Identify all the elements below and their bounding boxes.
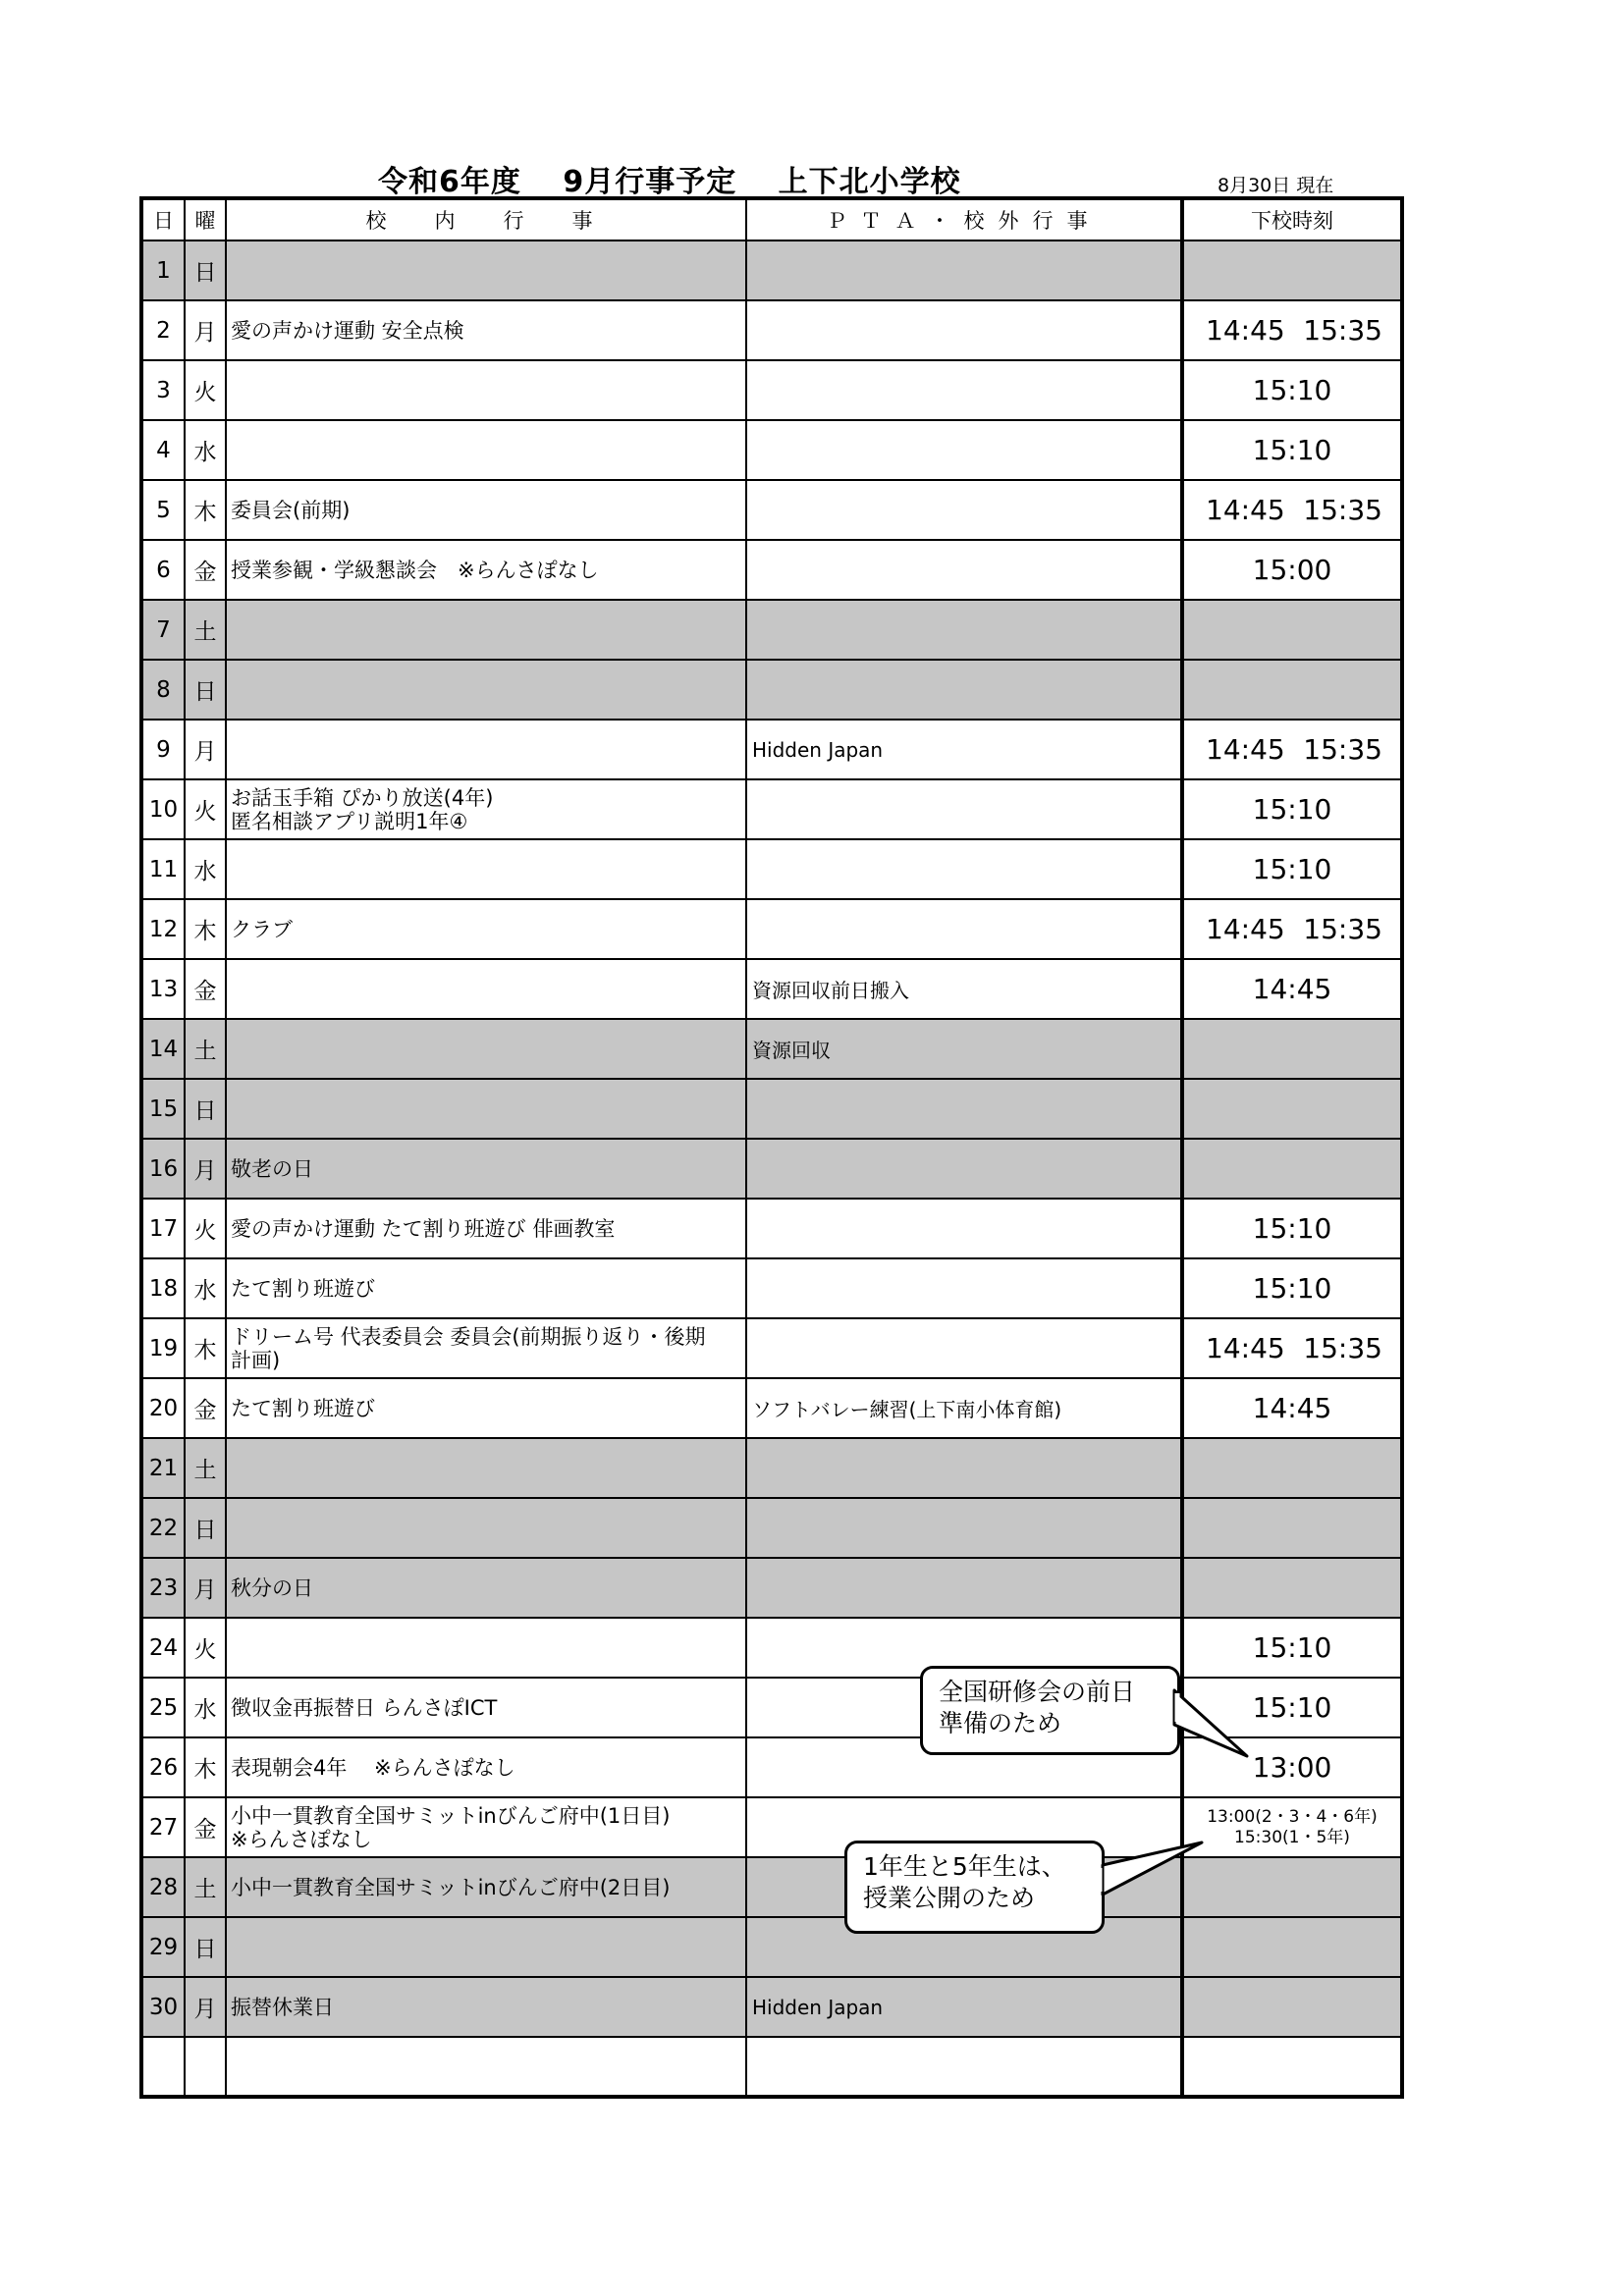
pta-event-cell: [746, 1438, 1182, 1498]
school-event-cell: [226, 1737, 746, 1797]
dismissal-time-text: 15:35: [1303, 913, 1382, 945]
day-cell: 1: [141, 240, 185, 300]
dismissal-time-cell: [1182, 1737, 1402, 1797]
table-row: [141, 1498, 1402, 1558]
day-cell: 13: [141, 959, 185, 1019]
pta-event-cell: [746, 1139, 1182, 1199]
school-event-cell: [226, 1917, 746, 1977]
pta-event-cell: 資源回収: [746, 1019, 1182, 1079]
day-cell: 21: [141, 1438, 185, 1498]
pta-event-cell: [746, 1199, 1182, 1258]
dismissal-time-text: 13:00: [1252, 1751, 1332, 1784]
dismissal-time-text: 15:10: [1252, 1272, 1332, 1305]
weekday-cell: 水: [185, 1258, 226, 1318]
weekday-cell: 月: [185, 720, 226, 779]
dismissal-time-text: 15:10: [1252, 1631, 1332, 1664]
school-event-cell: [226, 1378, 746, 1438]
school-event-text: 委員会(前期): [231, 498, 351, 522]
school-event-cell: [226, 1618, 746, 1678]
pta-event-cell: [746, 300, 1182, 360]
dismissal-time-cell: [1182, 1438, 1402, 1498]
table-row: [141, 300, 1402, 360]
day-cell: 14: [141, 1019, 185, 1079]
weekday-cell: 木: [185, 1318, 226, 1378]
school-event-text: 愛の声かけ運動 安全点検: [231, 318, 464, 343]
weekday-cell: 日: [185, 1079, 226, 1139]
table-row: [141, 1917, 1402, 1977]
school-event-cell: [226, 779, 746, 839]
school-event-cell: [226, 959, 746, 1019]
pta-event-cell: [746, 480, 1182, 540]
dismissal-time-cell: [1182, 720, 1402, 779]
col-header-pta-events: ＰＴＡ・校外行事: [746, 198, 1182, 240]
dismissal-time-cell: [1182, 540, 1402, 600]
school-event-text: 小中一貫教育全国サミットinびんご府中(2日目): [231, 1875, 671, 1899]
school-event-text: たて割り班遊び: [231, 1396, 375, 1420]
day-cell: 25: [141, 1678, 185, 1737]
dismissal-time-cell: [1182, 1797, 1402, 1857]
pta-event-cell: [746, 420, 1182, 480]
day-cell: 26: [141, 1737, 185, 1797]
table-row: [141, 1019, 1402, 1079]
dismissal-time-cell: [1182, 2037, 1402, 2097]
school-event-text: 計画): [231, 1348, 281, 1372]
day-cell: 7: [141, 600, 185, 660]
table-row: [141, 959, 1402, 1019]
dismissal-time-cell: [1182, 300, 1402, 360]
weekday-cell: 月: [185, 1977, 226, 2037]
school-event-cell: [226, 1079, 746, 1139]
dismissal-time-cell: [1182, 1318, 1402, 1378]
schedule-table: [139, 196, 1404, 2099]
day-cell: 16: [141, 1139, 185, 1199]
weekday-cell: 火: [185, 779, 226, 839]
dismissal-time-cell: [1182, 240, 1402, 300]
dismissal-time-text: 15:30(1・5年): [1234, 1827, 1350, 1847]
dismissal-time-cell: [1182, 959, 1402, 1019]
table-row: [141, 720, 1402, 779]
day-cell: 20: [141, 1378, 185, 1438]
dismissal-time-text: 15:10: [1252, 1212, 1332, 1245]
table-row: [141, 420, 1402, 480]
dismissal-time-text: 14:45: [1206, 913, 1285, 945]
day-cell: 11: [141, 839, 185, 899]
day-cell: 29: [141, 1917, 185, 1977]
school-event-text: ドリーム号 代表委員会 委員会(前期振り返り・後期: [231, 1324, 706, 1349]
dismissal-time-cell: [1182, 1977, 1402, 2037]
pta-event-cell: [746, 660, 1182, 720]
table-row: [141, 1258, 1402, 1318]
dismissal-time-text: 15:10: [1252, 1691, 1332, 1724]
dismissal-time-text: 14:45: [1206, 494, 1285, 526]
school-event-text: たて割り班遊び: [231, 1276, 375, 1301]
pta-event-cell: [746, 360, 1182, 420]
day-cell: 4: [141, 420, 185, 480]
weekday-cell: 日: [185, 240, 226, 300]
dismissal-time-cell: [1182, 1378, 1402, 1438]
school-event-text: ※らんさぽなし: [231, 1827, 372, 1851]
dismissal-time-pair: [1184, 733, 1400, 766]
day-cell: 10: [141, 779, 185, 839]
school-event-cell: [226, 360, 746, 420]
dismissal-time-text: 15:35: [1303, 494, 1382, 526]
dismissal-time-cell: [1182, 779, 1402, 839]
table-row: [141, 1678, 1402, 1737]
pta-event-cell: [746, 240, 1182, 300]
dismissal-time-cell: [1182, 839, 1402, 899]
pta-event-cell: [746, 1258, 1182, 1318]
table-row: [141, 779, 1402, 839]
day-cell: 30: [141, 1977, 185, 2037]
col-header-school-events: 校 内 行 事: [226, 198, 746, 240]
dismissal-time-pair: [1184, 494, 1400, 526]
pta-event-cell: [746, 1079, 1182, 1139]
weekday-cell: 火: [185, 1618, 226, 1678]
school-event-cell: [226, 899, 746, 959]
dismissal-time-cell: [1182, 1258, 1402, 1318]
pta-event-cell: [746, 839, 1182, 899]
dismissal-time-pair: [1184, 1332, 1400, 1364]
dismissal-time-cell: [1182, 1498, 1402, 1558]
school-event-cell: [226, 1438, 746, 1498]
dismissal-time-text: 15:10: [1252, 853, 1332, 885]
pta-event-cell: Hidden Japan: [746, 1977, 1182, 2037]
table-row: [141, 1079, 1402, 1139]
school-event-text: 愛の声かけ運動 たて割り班遊び 俳画教室: [231, 1216, 616, 1241]
table-row: [141, 899, 1402, 959]
school-event-cell: [226, 1498, 746, 1558]
dismissal-time-cell: [1182, 899, 1402, 959]
pta-event-cell: [746, 1318, 1182, 1378]
pta-event-cell: ソフトバレー練習(上下南小体育館): [746, 1378, 1182, 1438]
school-event-cell: [226, 720, 746, 779]
school-event-text: 敬老の日: [231, 1156, 313, 1181]
dismissal-time-cell: [1182, 480, 1402, 540]
school-event-text: 小中一貫教育全国サミットinびんご府中(1日目): [231, 1803, 671, 1828]
pta-event-cell: [746, 600, 1182, 660]
school-event-cell: [226, 1258, 746, 1318]
school-event-cell: [226, 540, 746, 600]
weekday-cell: 水: [185, 1678, 226, 1737]
day-cell: 28: [141, 1857, 185, 1917]
school-event-text: お話玉手箱 ぴかり放送(4年): [231, 785, 494, 810]
weekday-cell: 木: [185, 1737, 226, 1797]
weekday-cell: [185, 2037, 226, 2097]
dismissal-time-cell: [1182, 1199, 1402, 1258]
dismissal-time-text: 13:00(2・3・4・6年): [1207, 1806, 1378, 1827]
dismissal-time-cell: [1182, 1558, 1402, 1618]
school-event-text: クラブ: [231, 917, 293, 941]
school-event-cell: [226, 1318, 746, 1378]
table-row: [141, 839, 1402, 899]
school-event-cell: [226, 839, 746, 899]
table-row: [141, 1438, 1402, 1498]
pta-event-cell: [746, 899, 1182, 959]
day-cell: 15: [141, 1079, 185, 1139]
dismissal-time-cell: [1182, 1139, 1402, 1199]
day-cell: 18: [141, 1258, 185, 1318]
school-event-text: 表現朝会4年 ※らんさぽなし: [231, 1755, 515, 1780]
weekday-cell: 火: [185, 1199, 226, 1258]
callout-prep-day: [920, 1666, 1180, 1755]
dismissal-time-cell: [1182, 1857, 1402, 1917]
weekday-cell: 木: [185, 480, 226, 540]
dismissal-time-cell: [1182, 1678, 1402, 1737]
weekday-cell: 日: [185, 1917, 226, 1977]
weekday-cell: 土: [185, 1857, 226, 1917]
day-cell: 6: [141, 540, 185, 600]
weekday-cell: 土: [185, 600, 226, 660]
school-event-text: 徴収金再振替日 らんさぽICT: [231, 1695, 498, 1720]
table-row: [141, 1139, 1402, 1199]
col-header-weekday: 曜: [185, 198, 226, 240]
table-row: [141, 1318, 1402, 1378]
weekday-cell: 水: [185, 420, 226, 480]
dismissal-time-text: 15:00: [1252, 554, 1332, 586]
pta-event-cell: Hidden Japan: [746, 720, 1182, 779]
weekday-cell: 木: [185, 899, 226, 959]
col-header-dismissal: 下校時刻: [1182, 198, 1402, 240]
school-event-text: 匿名相談アプリ説明1年④: [231, 809, 468, 833]
dismissal-time-text: 14:45: [1206, 1332, 1285, 1364]
school-event-cell: [226, 1797, 746, 1857]
dismissal-time-cell: [1182, 600, 1402, 660]
school-event-text: 授業参観・学級懇談会 ※らんさぽなし: [231, 558, 599, 582]
dismissal-time-text: 14:45: [1252, 973, 1332, 1005]
callout-line: 全国研修会の前日: [939, 1678, 1136, 1706]
dismissal-time-cell: [1182, 1019, 1402, 1079]
day-cell: 24: [141, 1618, 185, 1678]
col-header-day: 日: [141, 198, 185, 240]
pta-event-cell: [746, 540, 1182, 600]
pta-event-cell: [746, 1498, 1182, 1558]
header-row: [141, 198, 1402, 240]
dismissal-time-text: 15:10: [1252, 434, 1332, 466]
table-row: [141, 1797, 1402, 1857]
day-cell: 2: [141, 300, 185, 360]
pta-event-cell: 資源回収前日搬入: [746, 959, 1182, 1019]
school-event-text: 振替休業日: [231, 1995, 334, 2019]
table-row: [141, 2037, 1402, 2097]
table-row: [141, 600, 1402, 660]
weekday-cell: 金: [185, 1797, 226, 1857]
school-event-cell: [226, 300, 746, 360]
dismissal-time-cell: [1182, 1618, 1402, 1678]
school-event-cell: [226, 1019, 746, 1079]
table-row: [141, 1199, 1402, 1258]
school-event-cell: [226, 660, 746, 720]
day-cell: [141, 2037, 185, 2097]
dismissal-time-text: 15:10: [1252, 374, 1332, 406]
day-cell: 22: [141, 1498, 185, 1558]
table-row: [141, 360, 1402, 420]
school-event-text: 秋分の日: [231, 1575, 313, 1600]
table-row: [141, 1618, 1402, 1678]
school-event-cell: [226, 240, 746, 300]
dismissal-time-cell: [1182, 420, 1402, 480]
dismissal-time-text: 15:35: [1303, 1332, 1382, 1364]
weekday-cell: 月: [185, 1558, 226, 1618]
dismissal-time-cell: [1182, 1917, 1402, 1977]
callout-line: 準備のため: [939, 1709, 1062, 1737]
pta-event-cell: [746, 1558, 1182, 1618]
school-event-cell: [226, 1558, 746, 1618]
school-event-cell: [226, 1139, 746, 1199]
dismissal-time-text: 14:45: [1206, 733, 1285, 766]
day-cell: 5: [141, 480, 185, 540]
weekday-cell: 土: [185, 1438, 226, 1498]
callout-open-class: [844, 1841, 1105, 1934]
table-row: [141, 240, 1402, 300]
table-row: [141, 1378, 1402, 1438]
school-event-cell: [226, 1678, 746, 1737]
dismissal-time-cell: [1182, 660, 1402, 720]
school-event-cell: [226, 480, 746, 540]
day-cell: 19: [141, 1318, 185, 1378]
weekday-cell: 日: [185, 660, 226, 720]
weekday-cell: 日: [185, 1498, 226, 1558]
callout-line: 授業公開のため: [863, 1884, 1036, 1912]
pta-event-cell: [746, 779, 1182, 839]
weekday-cell: 月: [185, 300, 226, 360]
school-event-cell: [226, 1199, 746, 1258]
weekday-cell: 火: [185, 360, 226, 420]
day-cell: 9: [141, 720, 185, 779]
day-cell: 17: [141, 1199, 185, 1258]
school-event-cell: [226, 1977, 746, 2037]
dismissal-time-text: 15:35: [1303, 733, 1382, 766]
weekday-cell: 水: [185, 839, 226, 899]
day-cell: 8: [141, 660, 185, 720]
dismissal-time-cell: [1182, 1079, 1402, 1139]
day-cell: 27: [141, 1797, 185, 1857]
weekday-cell: 月: [185, 1139, 226, 1199]
dismissal-time-pair: [1184, 913, 1400, 945]
day-cell: 3: [141, 360, 185, 420]
weekday-cell: 金: [185, 1378, 226, 1438]
table-row: [141, 1857, 1402, 1917]
table-row: [141, 1977, 1402, 2037]
weekday-cell: 金: [185, 540, 226, 600]
as-of-date: 8月30日 現在: [1218, 175, 1334, 196]
school-event-cell: [226, 1857, 746, 1917]
day-cell: 23: [141, 1558, 185, 1618]
table-row: [141, 1737, 1402, 1797]
table-row: [141, 480, 1402, 540]
day-cell: 12: [141, 899, 185, 959]
dismissal-time-text: 15:35: [1303, 314, 1382, 347]
school-event-cell: [226, 420, 746, 480]
school-event-cell: [226, 2037, 746, 2097]
page-title: 令和6年度 9月行事予定 上下北小学校: [378, 165, 961, 199]
pta-event-cell: [746, 2037, 1182, 2097]
dismissal-time-text: 14:45: [1252, 1392, 1332, 1424]
table-row: [141, 540, 1402, 600]
weekday-cell: 金: [185, 959, 226, 1019]
dismissal-time-cell: [1182, 360, 1402, 420]
dismissal-time-text: 14:45: [1206, 314, 1285, 347]
table-row: [141, 1558, 1402, 1618]
dismissal-time-pair: [1184, 314, 1400, 347]
school-event-cell: [226, 600, 746, 660]
callout-line: 1年生と5年生は、: [863, 1852, 1066, 1881]
weekday-cell: 土: [185, 1019, 226, 1079]
dismissal-time-text: 15:10: [1252, 793, 1332, 826]
table-row: [141, 660, 1402, 720]
